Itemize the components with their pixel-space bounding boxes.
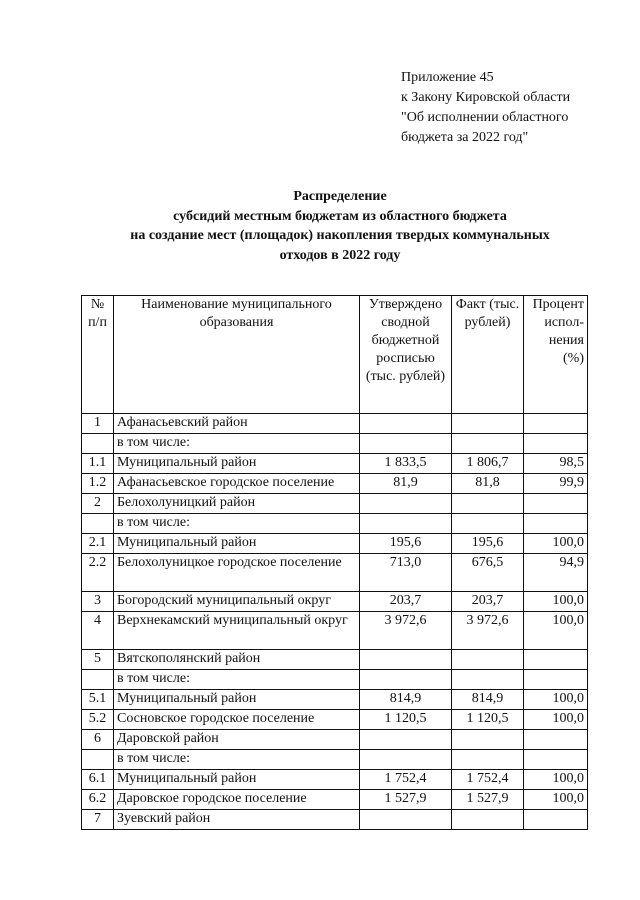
row-approved: 195,6 — [360, 534, 452, 554]
row-name: в том числе: — [114, 434, 360, 454]
row-percent: 100,0 — [524, 534, 588, 554]
header-num: № п/п — [82, 296, 114, 414]
row-approved — [360, 494, 452, 514]
table-body — [82, 414, 588, 830]
row-num: 2.2 — [82, 554, 114, 592]
row-fact — [452, 730, 524, 750]
row-percent: 99,9 — [524, 474, 588, 494]
row-percent: 100,0 — [524, 592, 588, 612]
row-approved: 81,9 — [360, 474, 452, 494]
row-percent: 100,0 — [524, 770, 588, 790]
row-num: 1.2 — [82, 474, 114, 494]
row-percent: 98,5 — [524, 454, 588, 474]
row-name: Белохолуницкий район — [114, 494, 360, 514]
table-row — [82, 454, 588, 474]
row-name: в том числе: — [114, 670, 360, 690]
row-percent — [524, 494, 588, 514]
row-fact: 195,6 — [452, 534, 524, 554]
row-fact: 3 972,6 — [452, 612, 524, 650]
row-percent: 94,9 — [524, 554, 588, 592]
title-line: субсидий местным бюджетам из областного бюджета — [173, 208, 507, 224]
row-fact: 676,5 — [452, 554, 524, 592]
title-line: Распределение — [293, 189, 387, 204]
row-name: Муниципальный район — [114, 454, 360, 474]
row-percent — [524, 810, 588, 830]
row-fact: 814,9 — [452, 690, 524, 710]
row-approved — [360, 810, 452, 830]
row-num — [82, 670, 114, 690]
table-row — [82, 670, 588, 690]
row-num: 5.1 — [82, 690, 114, 710]
row-fact — [452, 494, 524, 514]
row-approved: 713,0 — [360, 554, 452, 592]
table-row — [82, 414, 588, 434]
row-approved — [360, 514, 452, 534]
table-row — [82, 474, 588, 494]
table-row — [82, 690, 588, 710]
row-approved — [360, 650, 452, 670]
row-num: 5 — [82, 650, 114, 670]
row-num: 6.2 — [82, 790, 114, 810]
table-row — [82, 554, 588, 592]
row-name: Богородский муниципальный округ — [114, 592, 360, 612]
row-fact — [452, 414, 524, 434]
row-fact — [452, 670, 524, 690]
header-name: Наименование муниципального образования — [114, 296, 360, 414]
row-name: Зуевский район — [114, 810, 360, 830]
table-row — [82, 592, 588, 612]
row-num — [82, 750, 114, 770]
row-percent — [524, 514, 588, 534]
table-row — [82, 730, 588, 750]
table-row — [82, 514, 588, 534]
row-percent: 100,0 — [524, 612, 588, 650]
appendix-line: бюджета за 2022 год" — [401, 130, 529, 145]
row-name: Белохолуницкое городское поселение — [114, 554, 360, 592]
row-name: Сосновское городское поселение — [114, 710, 360, 730]
row-fact: 81,8 — [452, 474, 524, 494]
row-num — [82, 434, 114, 454]
row-fact: 203,7 — [452, 592, 524, 612]
table-row — [82, 790, 588, 810]
table-header-row — [82, 296, 588, 414]
row-approved — [360, 414, 452, 434]
table-row — [82, 770, 588, 790]
row-name: Даровской район — [114, 730, 360, 750]
row-name: Афанасьевский район — [114, 414, 360, 434]
row-approved — [360, 670, 452, 690]
header-fact: Факт (тыс. рублей) — [452, 296, 524, 414]
row-percent — [524, 414, 588, 434]
row-approved: 814,9 — [360, 690, 452, 710]
row-percent — [524, 750, 588, 770]
row-percent: 100,0 — [524, 710, 588, 730]
row-fact: 1 752,4 — [452, 770, 524, 790]
row-name: в том числе: — [114, 750, 360, 770]
row-num: 2 — [82, 494, 114, 514]
row-percent — [524, 434, 588, 454]
row-percent — [524, 670, 588, 690]
row-percent: 100,0 — [524, 690, 588, 710]
row-percent — [524, 730, 588, 750]
row-percent: 100,0 — [524, 790, 588, 810]
row-name: Муниципальный район — [114, 770, 360, 790]
table-row — [82, 434, 588, 454]
row-num: 6.1 — [82, 770, 114, 790]
row-approved: 1 833,5 — [360, 454, 452, 474]
header-approved: Утверждено сводной бюджетной росписью (тыс. рублей) — [360, 296, 452, 414]
row-fact — [452, 650, 524, 670]
row-approved — [360, 730, 452, 750]
subsidy-table — [81, 295, 588, 830]
appendix-block — [401, 68, 570, 148]
row-approved: 203,7 — [360, 592, 452, 612]
row-fact — [452, 434, 524, 454]
row-name: Даровское городское поселение — [114, 790, 360, 810]
row-fact — [452, 810, 524, 830]
table-row — [82, 494, 588, 514]
row-num: 7 — [82, 810, 114, 830]
row-name: Вятскополянский район — [114, 650, 360, 670]
row-approved: 1 752,4 — [360, 770, 452, 790]
row-num: 6 — [82, 730, 114, 750]
row-num: 2.1 — [82, 534, 114, 554]
table-row — [82, 750, 588, 770]
appendix-line: Приложение 45 — [401, 70, 494, 85]
row-fact: 1 527,9 — [452, 790, 524, 810]
appendix-line: к Закону Кировской области — [401, 90, 571, 105]
row-approved — [360, 750, 452, 770]
row-num — [82, 514, 114, 534]
row-name: Афанасьевское городское поселение — [114, 474, 360, 494]
row-fact — [452, 514, 524, 534]
row-num: 3 — [82, 592, 114, 612]
title-line: на создание мест (площадок) накопления твердых коммунальных — [130, 228, 550, 243]
row-approved: 3 972,6 — [360, 612, 452, 650]
row-approved: 1 120,5 — [360, 710, 452, 730]
table-row — [82, 650, 588, 670]
table-row — [82, 710, 588, 730]
row-percent — [524, 650, 588, 670]
row-approved: 1 527,9 — [360, 790, 452, 810]
table-row — [82, 534, 588, 554]
row-name: Верхнекамский муниципальный округ — [114, 612, 360, 650]
table-row — [82, 810, 588, 830]
table-row — [82, 612, 588, 650]
row-num: 1.1 — [82, 454, 114, 474]
row-approved — [360, 434, 452, 454]
document-title — [60, 187, 620, 265]
title-line: отходов в 2022 году — [279, 247, 401, 263]
row-fact — [452, 750, 524, 770]
row-fact: 1 806,7 — [452, 454, 524, 474]
row-name: Муниципальный район — [114, 534, 360, 554]
appendix-line: "Об исполнении областного — [401, 110, 569, 125]
row-name: в том числе: — [114, 514, 360, 534]
row-name: Муниципальный район — [114, 690, 360, 710]
row-num: 5.2 — [82, 710, 114, 730]
row-num: 4 — [82, 612, 114, 650]
header-percent: Процент испол-нения (%) — [524, 296, 588, 414]
row-num: 1 — [82, 414, 114, 434]
row-fact: 1 120,5 — [452, 710, 524, 730]
